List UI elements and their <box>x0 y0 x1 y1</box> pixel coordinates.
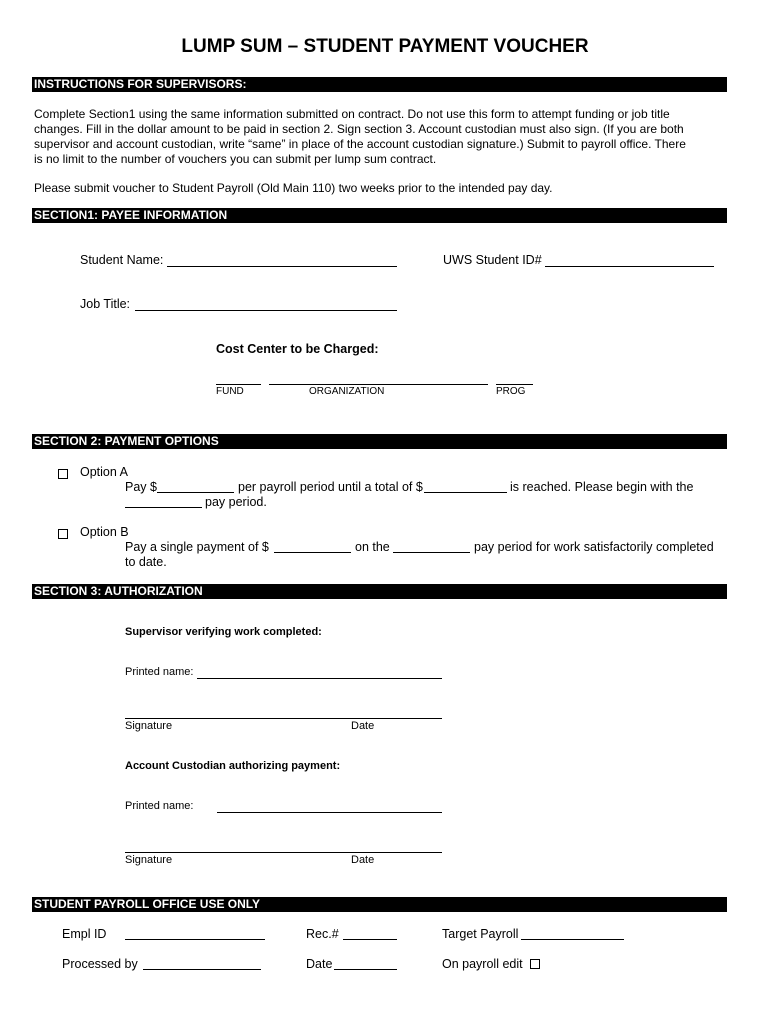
date-label-office: Date <box>306 957 333 971</box>
job-title-label: Job Title: <box>80 297 131 311</box>
instruction-line: changes. Fill in the dollar amount to be paid in section 2. Sign section 3. Account custodian must also sign. (If you are both <box>34 122 684 136</box>
cost-center-label: Cost Center to be Charged: <box>216 342 379 356</box>
empl-id-label: Empl ID <box>62 927 107 941</box>
target-payroll-field[interactable] <box>521 939 624 940</box>
section2-header: SECTION 2: PAYMENT OPTIONS <box>32 434 727 449</box>
option-a-label: Option A <box>80 465 128 479</box>
prog-label: PROG <box>496 386 526 397</box>
option-b-amount-field[interactable] <box>274 552 351 553</box>
signature-label-2: Signature <box>125 854 173 866</box>
student-name-field[interactable] <box>167 266 397 267</box>
option-b-label: Option B <box>80 525 129 539</box>
job-title-field[interactable] <box>135 310 397 311</box>
signature-label-1: Signature <box>125 720 173 732</box>
printed-name-field-2[interactable] <box>217 812 442 813</box>
date-label-2: Date <box>351 854 375 866</box>
option-a-pay-label: Pay $ <box>125 480 157 494</box>
date-field-office[interactable] <box>334 969 397 970</box>
instruction-line: Complete Section1 using the same information submitted on contract. Do not use this form to attempt funding or job title <box>34 107 670 121</box>
office-use-header: STUDENT PAYROLL OFFICE USE ONLY <box>32 897 727 912</box>
processed-by-field[interactable] <box>143 969 261 970</box>
target-payroll-label: Target Payroll <box>442 927 519 941</box>
printed-name-label-2: Printed name: <box>125 800 194 812</box>
student-id-label: UWS Student ID# <box>443 253 542 267</box>
instruction-line: is no limit to the number of vouchers you can submit per lump sum contract. <box>34 152 437 166</box>
student-name-label: Student Name: <box>80 253 164 267</box>
on-payroll-edit-label: On payroll edit <box>442 957 523 971</box>
empl-id-field[interactable] <box>125 939 265 940</box>
rec-field[interactable] <box>343 939 397 940</box>
signature-field-2[interactable] <box>125 852 442 853</box>
page-title: LUMP SUM – STUDENT PAYMENT VOUCHER <box>181 36 589 57</box>
section3-header: SECTION 3: AUTHORIZATION <box>32 584 727 599</box>
option-b-end-text: pay period for work satisfactorily completed <box>474 540 714 554</box>
signature-field-1[interactable] <box>125 718 442 719</box>
option-a-period-text: pay period. <box>205 495 267 509</box>
option-a-amount-field[interactable] <box>157 492 234 493</box>
instructions-text <box>34 107 724 167</box>
instructions-header: INSTRUCTIONS FOR SUPERVISORS: <box>32 77 727 92</box>
option-b-on-text: on the <box>355 540 390 554</box>
option-a-total-field[interactable] <box>424 492 507 493</box>
processed-by-label: Processed by <box>62 957 138 971</box>
option-a-checkbox[interactable] <box>58 469 68 479</box>
option-a-period-field[interactable] <box>125 507 202 508</box>
submit-note: Please submit voucher to Student Payroll (Old Main 110) two weeks prior to the intended pay day. <box>34 181 553 195</box>
printed-name-field-1[interactable] <box>197 678 442 679</box>
option-b-period-field[interactable] <box>393 552 470 553</box>
organization-label: ORGANIZATION <box>309 386 385 397</box>
instruction-line: supervisor and account custodian, write “same” in place of the account custodian signature.) Submit to payroll office. There <box>34 137 686 151</box>
section1-header: SECTION1: PAYEE INFORMATION <box>32 208 727 223</box>
option-b-line2-text: to date. <box>125 555 167 569</box>
supervisor-label: Supervisor verifying work completed: <box>125 626 322 638</box>
printed-name-label-1: Printed name: <box>125 666 194 678</box>
on-payroll-edit-checkbox[interactable] <box>530 959 540 969</box>
student-id-field[interactable] <box>545 266 714 267</box>
option-a-end-text: is reached. Please begin with the <box>510 480 694 494</box>
option-a-mid-text: per payroll period until a total of $ <box>238 480 423 494</box>
prog-field[interactable] <box>496 384 533 385</box>
organization-field[interactable] <box>269 384 488 385</box>
fund-label: FUND <box>216 386 244 397</box>
fund-field[interactable] <box>216 384 261 385</box>
option-b-pay-label: Pay a single payment of $ <box>125 540 269 554</box>
custodian-label: Account Custodian authorizing payment: <box>125 760 341 772</box>
date-label-1: Date <box>351 720 375 732</box>
rec-label: Rec.# <box>306 927 339 941</box>
option-b-checkbox[interactable] <box>58 529 68 539</box>
